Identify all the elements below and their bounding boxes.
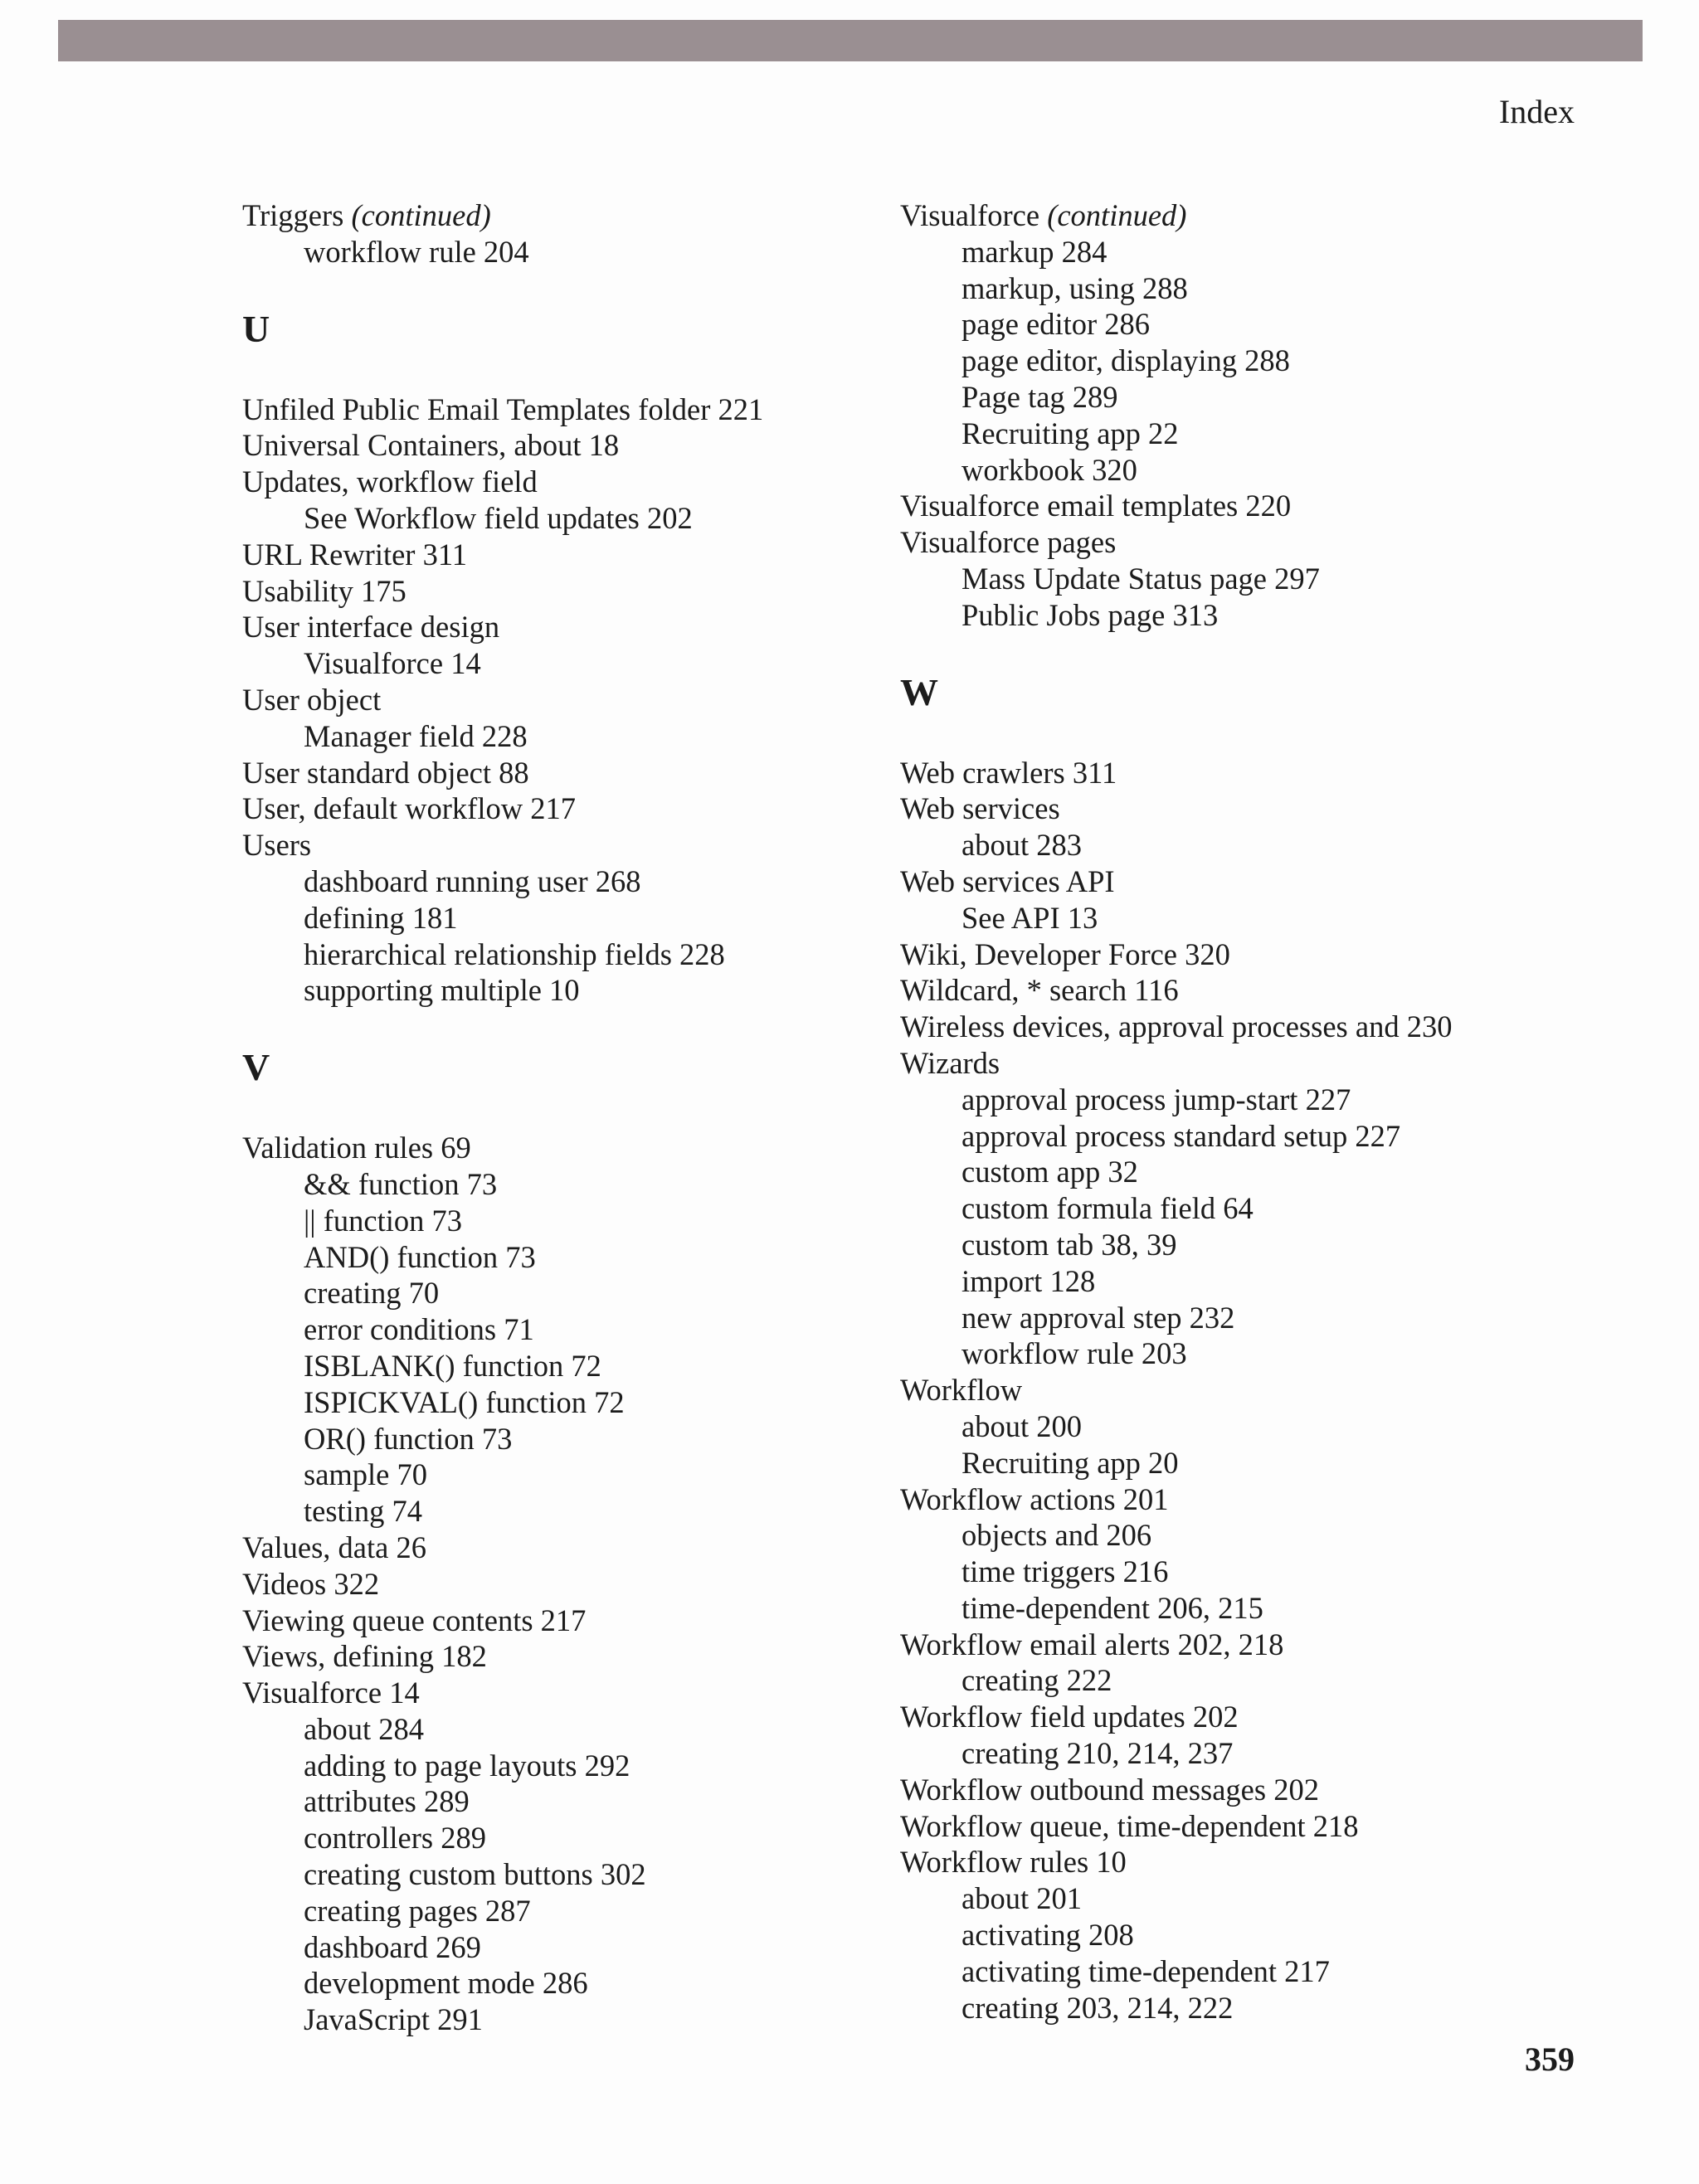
- entry-text: sample 70: [304, 1457, 428, 1492]
- entry-text: activating 208: [961, 1918, 1134, 1953]
- entry-text: Visualforce email templates 220: [900, 489, 1292, 523]
- entry-text: User interface design: [242, 610, 500, 644]
- continued-note: (continued): [351, 198, 491, 232]
- index-subentry: [900, 1953, 1564, 1990]
- entry-text: new approval step 232: [961, 1300, 1235, 1335]
- index-entry: [900, 972, 1564, 1009]
- section-letter: V: [242, 1046, 270, 1089]
- index-entry: [900, 1699, 1564, 1735]
- entry-text: development mode 286: [304, 1966, 588, 2001]
- index-subentry: [242, 2002, 906, 2038]
- entry-text: activating time-dependent 217: [961, 1953, 1330, 1988]
- entry-text: See API 13: [961, 900, 1098, 935]
- index-entry: [242, 1566, 906, 1603]
- entry-text: ISBLANK() function 72: [304, 1348, 601, 1383]
- entry-text: Workflow rules 10: [900, 1845, 1127, 1880]
- entry-text: page editor, displaying 288: [961, 343, 1290, 378]
- entry-text: Wireless devices, approval processes and 230: [900, 1009, 1453, 1044]
- index-subentry: [242, 1239, 906, 1276]
- index-subentry: [900, 1735, 1564, 1772]
- section-letter: U: [242, 307, 270, 350]
- index-entry: [900, 1372, 1564, 1408]
- index-subentry: [900, 1408, 1564, 1445]
- entry-text: Triggers: [242, 198, 344, 232]
- entry-text: || function 73: [304, 1203, 463, 1238]
- entry-text: creating 203, 214, 222: [961, 1990, 1234, 2025]
- index-subentry: [242, 1493, 906, 1530]
- entry-text: Manager field 228: [304, 718, 528, 753]
- entry-text: defining 181: [304, 900, 458, 935]
- entry-text: ISPICKVAL() function 72: [304, 1384, 625, 1419]
- index-subentry: [242, 500, 906, 537]
- index-subentry: [242, 1856, 906, 1893]
- entry-text: Workflow outbound messages 202: [900, 1772, 1319, 1807]
- index-entry: [900, 524, 1564, 561]
- index-subentry: [900, 900, 1564, 936]
- index-subentry: [242, 718, 906, 755]
- entry-text: workbook 320: [961, 452, 1137, 487]
- index-subentry: [242, 1711, 906, 1748]
- entry-text: User standard object 88: [242, 755, 529, 790]
- entry-text: Mass Update Status page 297: [961, 561, 1320, 596]
- entry-text: about 201: [961, 1881, 1082, 1916]
- entry-text: URL Rewriter 311: [242, 537, 467, 572]
- entry-text: Validation rules 69: [242, 1131, 471, 1165]
- entry-text: Viewing queue contents 217: [242, 1603, 587, 1637]
- entry-text: approval process standard setup 227: [961, 1118, 1401, 1153]
- entry-text: creating 70: [304, 1276, 440, 1311]
- index-entry: [242, 609, 906, 645]
- index-entry: [242, 427, 906, 464]
- index-subentry: [242, 1348, 906, 1384]
- entry-text: workflow rule 204: [304, 234, 529, 269]
- page-number: 359: [1525, 2041, 1575, 2078]
- index-entry: [242, 1675, 906, 1711]
- entry-text: Wildcard, * search 116: [900, 973, 1179, 1008]
- index-subentry: [242, 1457, 906, 1493]
- entry-text: Visualforce: [900, 198, 1040, 232]
- index-entry: [900, 863, 1564, 900]
- entry-text: Unfiled Public Email Templates folder 221: [242, 392, 764, 426]
- index-subentry: [900, 270, 1564, 307]
- entry-text: Web services: [900, 791, 1060, 826]
- entry-text: Updates, workflow field: [242, 465, 538, 499]
- index-entry: [242, 573, 906, 610]
- entry-text: OR() function 73: [304, 1421, 513, 1456]
- index-entry: [242, 392, 906, 428]
- entry-text: Workflow actions 201: [900, 1481, 1169, 1516]
- index-entry: [900, 1045, 1564, 1082]
- entry-text: creating 210, 214, 237: [961, 1736, 1234, 1771]
- index-entry: [900, 936, 1564, 973]
- index-subentry: [900, 1880, 1564, 1917]
- entry-text: Users: [242, 828, 312, 863]
- running-head: Index: [1498, 93, 1575, 130]
- index-entry: [242, 682, 906, 718]
- entry-text: error conditions 71: [304, 1312, 534, 1347]
- index-subentry: [900, 1517, 1564, 1554]
- index-subentry: [242, 1166, 906, 1203]
- entry-text: AND() function 73: [304, 1239, 536, 1274]
- index-subentry: [900, 343, 1564, 379]
- entry-text: objects and 206: [961, 1518, 1152, 1553]
- index-subentry: [242, 234, 906, 270]
- entry-text: Visualforce 14: [304, 646, 481, 681]
- entry-text: markup 284: [961, 234, 1108, 269]
- index-entry: [242, 1603, 906, 1639]
- entry-text: Page tag 289: [961, 379, 1118, 414]
- entry-text: Values, data 26: [242, 1530, 426, 1564]
- entry-text: User object: [242, 682, 382, 717]
- index-entry: [900, 1844, 1564, 1880]
- index-entry: [900, 1627, 1564, 1663]
- index-entry: [242, 790, 906, 827]
- index-subentry: [242, 972, 906, 1009]
- index-subentry: [242, 1203, 906, 1239]
- index-entry: [900, 1772, 1564, 1808]
- index-entry: [242, 197, 906, 234]
- entry-text: controllers 289: [304, 1821, 486, 1856]
- index-subentry: [242, 1384, 906, 1421]
- entry-text: Wizards: [900, 1045, 1000, 1080]
- index-subentry: [242, 900, 906, 936]
- index-entry: [242, 1130, 906, 1166]
- entry-text: page editor 286: [961, 307, 1151, 342]
- index-subentry: [900, 597, 1564, 634]
- entry-text: JavaScript 291: [304, 2002, 483, 2037]
- index-subentry: [242, 1421, 906, 1457]
- entry-text: Web services API: [900, 863, 1115, 898]
- index-subentry: [242, 1893, 906, 1929]
- index-entry: [242, 464, 906, 500]
- index-subentry: [900, 1335, 1564, 1372]
- entry-text: creating custom buttons 302: [304, 1857, 646, 1892]
- entry-text: about 284: [304, 1711, 424, 1746]
- entry-text: Universal Containers, about 18: [242, 428, 620, 463]
- index-column-right: [900, 197, 1564, 2026]
- index-entry: [900, 755, 1564, 791]
- entry-text: Videos 322: [242, 1566, 380, 1601]
- index-subentry: [900, 1554, 1564, 1590]
- entry-text: custom tab 38, 39: [961, 1227, 1177, 1262]
- entry-text: custom formula field 64: [961, 1191, 1254, 1226]
- continued-note: (continued): [1047, 198, 1187, 232]
- entry-text: adding to page layouts 292: [304, 1748, 630, 1783]
- index-subentry: [900, 827, 1564, 863]
- index-entry: [900, 1481, 1564, 1518]
- entry-text: supporting multiple 10: [304, 973, 580, 1008]
- entry-text: markup, using 288: [961, 270, 1188, 305]
- index-entry: [900, 1009, 1564, 1045]
- entry-text: import 128: [961, 1263, 1096, 1298]
- index-subentry: [242, 1275, 906, 1311]
- index-subentry: [900, 1300, 1564, 1336]
- index-subentry: [900, 1263, 1564, 1300]
- index-subentry: [900, 1662, 1564, 1699]
- entry-text: dashboard running user 268: [304, 863, 641, 898]
- index-subentry: [242, 1783, 906, 1820]
- index-subentry: [900, 234, 1564, 270]
- index-entry: [242, 827, 906, 863]
- index-subentry: [900, 379, 1564, 416]
- entry-text: Views, defining 182: [242, 1639, 487, 1674]
- entry-text: && function 73: [304, 1166, 498, 1201]
- entry-text: See Workflow field updates 202: [304, 500, 693, 535]
- index-entry: [242, 1638, 906, 1675]
- entry-text: Web crawlers 311: [900, 755, 1117, 790]
- entry-text: time triggers 216: [961, 1554, 1169, 1589]
- entry-text: hierarchical relationship fields 228: [304, 936, 725, 971]
- index-subentry: [242, 1311, 906, 1348]
- index-entry: [900, 197, 1564, 234]
- entry-text: approval process jump-start 227: [961, 1082, 1351, 1116]
- entry-text: Workflow email alerts 202, 218: [900, 1627, 1284, 1661]
- index-column-left: [242, 197, 906, 2038]
- index-entry: [900, 488, 1564, 524]
- index-entry: [900, 1808, 1564, 1845]
- index-subentry: [900, 452, 1564, 489]
- index-subentry: [242, 1929, 906, 1966]
- index-subentry: [900, 306, 1564, 343]
- entry-text: custom app 32: [961, 1155, 1138, 1189]
- entry-text: Wiki, Developer Force 320: [900, 936, 1230, 971]
- entry-text: creating 222: [961, 1663, 1112, 1698]
- index-subentry: [900, 1190, 1564, 1227]
- entry-text: Visualforce 14: [242, 1676, 420, 1710]
- index-subentry: [900, 561, 1564, 597]
- index-subentry: [900, 1917, 1564, 1953]
- index-entry: [242, 1530, 906, 1566]
- index-entry: [900, 790, 1564, 827]
- index-subentry: [900, 1990, 1564, 2026]
- index-subentry: [242, 645, 906, 682]
- entry-text: testing 74: [304, 1494, 422, 1529]
- entry-text: Recruiting app 22: [961, 416, 1179, 450]
- entry-text: Workflow queue, time-dependent 218: [900, 1808, 1359, 1843]
- index-subentry: [242, 1748, 906, 1784]
- entry-text: Usability 175: [242, 573, 406, 608]
- entry-text: attributes 289: [304, 1784, 470, 1819]
- index-subentry: [900, 1445, 1564, 1481]
- entry-text: User, default workflow 217: [242, 791, 576, 826]
- header-bar: [58, 20, 1643, 61]
- index-entry: [242, 755, 906, 791]
- entry-text: Workflow field updates 202: [900, 1700, 1239, 1734]
- entry-text: about 283: [961, 828, 1082, 863]
- index-subentry: [900, 1227, 1564, 1263]
- entry-text: Workflow: [900, 1373, 1023, 1408]
- entry-text: Public Jobs page 313: [961, 597, 1219, 632]
- section-letter: W: [900, 670, 938, 713]
- entry-text: Recruiting app 20: [961, 1445, 1179, 1480]
- index-subentry: [900, 1590, 1564, 1627]
- entry-text: Visualforce pages: [900, 525, 1117, 560]
- index-subentry: [242, 1820, 906, 1856]
- entry-text: creating pages 287: [304, 1893, 531, 1928]
- index-subentry: [242, 936, 906, 973]
- index-subentry: [900, 1082, 1564, 1118]
- index-subentry: [900, 1154, 1564, 1190]
- index-entry: [242, 537, 906, 573]
- index-subentry: [242, 863, 906, 900]
- entry-text: workflow rule 203: [961, 1336, 1187, 1371]
- entry-text: dashboard 269: [304, 1929, 481, 1964]
- entry-text: time-dependent 206, 215: [961, 1590, 1263, 1625]
- index-subentry: [900, 1118, 1564, 1155]
- entry-text: about 200: [961, 1408, 1082, 1443]
- index-subentry: [242, 1965, 906, 2002]
- index-subentry: [900, 416, 1564, 452]
